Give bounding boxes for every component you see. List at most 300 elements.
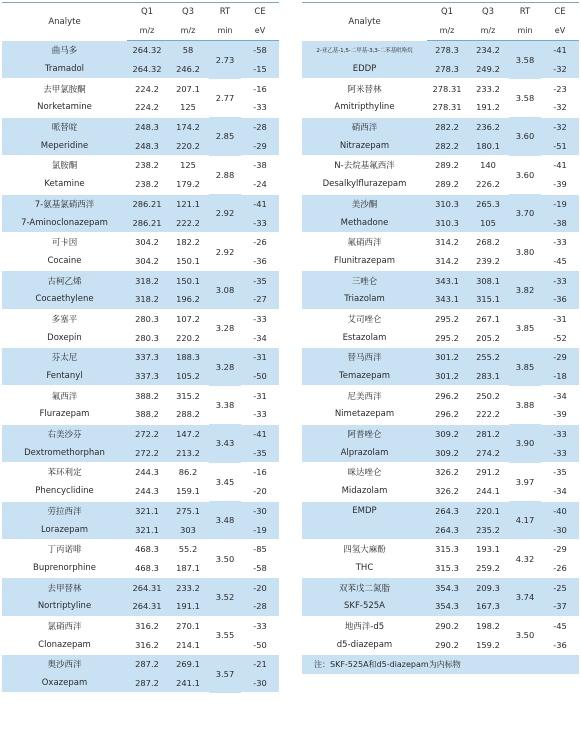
q1-cell: 286.21 <box>127 213 167 232</box>
ce-cell: -41 <box>241 424 279 443</box>
q1-cell: 287.2 <box>127 655 167 674</box>
analyte-cell: 尼美西泮 <box>347 391 382 402</box>
q1-cell: 289.2 <box>427 175 467 194</box>
ce-cell: -32 <box>541 60 579 79</box>
q3-cell: 233.2 <box>476 83 500 94</box>
analyte-cell: 氯硝西泮 <box>47 621 82 632</box>
q3-cell: 234.2 <box>467 41 509 60</box>
q3-unit: m/z <box>467 22 509 41</box>
table-row <box>2 386 279 405</box>
analyte-cell: Nitrazepam <box>302 136 427 155</box>
ce-cell: -31 <box>553 313 567 324</box>
analyte-cell: 阿普唑仑 <box>302 424 427 443</box>
analyte-cell: Lorazepam <box>2 520 127 539</box>
table-row <box>2 79 279 98</box>
q1-cell: 287.2 <box>127 674 167 693</box>
analyte-cell: 7-氨基氯硝西泮 <box>2 194 127 213</box>
analyte-cell: 氯胺酮 <box>51 161 78 172</box>
rt-cell: 2.85 <box>209 117 241 155</box>
ce-cell: -29 <box>541 348 579 367</box>
q3-cell: 209.3 <box>467 578 509 597</box>
q1-cell: 388.2 <box>135 390 159 401</box>
q3-cell: 188.3 <box>167 348 209 367</box>
table-row <box>2 616 279 635</box>
ce-cell: -41 <box>541 41 579 60</box>
q3-cell: 265.3 <box>467 194 509 213</box>
analyte-cell: 芬太尼 <box>2 348 127 367</box>
q3-cell: 268.2 <box>476 237 500 248</box>
rt-cell: 3.80 <box>515 246 535 257</box>
ce-cell: -19 <box>541 194 579 213</box>
ce-cell: -33 <box>241 405 279 424</box>
rt-cell: 2.92 <box>209 194 241 232</box>
left-mrm-table <box>2 2 279 693</box>
analyte-cell: 苯环利定 <box>47 468 82 479</box>
analyte-cell: Meperidine <box>2 136 127 155</box>
q3-cell: 241.1 <box>167 674 209 693</box>
ce-cell: -58 <box>241 41 279 60</box>
rt-cell: 4.17 <box>509 501 541 539</box>
ce-cell: -30 <box>541 520 579 539</box>
table-row <box>302 156 579 175</box>
q1-cell: 309.2 <box>427 424 467 443</box>
q1-cell: 388.2 <box>127 405 167 424</box>
ce-cell: -51 <box>541 136 579 155</box>
analyte-cell: 双苯戊二氮脂 <box>302 578 427 597</box>
analyte-cell: 美沙酮 <box>302 194 427 213</box>
ce-cell: -58 <box>241 559 279 578</box>
table-row <box>302 539 579 558</box>
ce-cell: -34 <box>541 482 579 501</box>
ce-cell: -15 <box>241 60 279 79</box>
ce-header: CE <box>241 3 279 22</box>
rt-header: RT <box>209 3 241 22</box>
ce-cell: -27 <box>241 290 279 309</box>
q3-header: Q3 <box>167 3 209 22</box>
q3-cell: 222.2 <box>167 213 209 232</box>
analyte-cell: 右美沙芬 <box>2 424 127 443</box>
rt-cell: 3.60 <box>515 169 535 180</box>
analyte-cell: 四氢大麻酚 <box>343 545 386 556</box>
q1-cell: 326.2 <box>435 467 459 478</box>
table-row <box>2 463 279 482</box>
ce-cell: -29 <box>241 136 279 155</box>
q1-cell: 238.2 <box>127 175 167 194</box>
q3-cell: 308.1 <box>467 271 509 290</box>
right-table-body <box>302 41 579 674</box>
table-row <box>2 348 279 367</box>
q1-cell: 301.2 <box>427 348 467 367</box>
q1-cell: 296.2 <box>435 390 459 401</box>
q3-cell: 244.1 <box>467 482 509 501</box>
q1-cell: 316.2 <box>135 620 159 631</box>
table-row <box>302 386 579 405</box>
rt-cell: 3.38 <box>215 400 235 411</box>
ce-cell: -38 <box>253 160 267 171</box>
q1-cell: 224.2 <box>135 83 159 94</box>
rt-cell: 2.73 <box>209 41 241 79</box>
rt-cell: 3.57 <box>209 655 241 693</box>
q1-cell: 264.32 <box>127 41 167 60</box>
rt-cell: 2.92 <box>215 246 235 257</box>
analyte-cell: Tramadol <box>2 60 127 79</box>
q3-cell: 233.2 <box>167 578 209 597</box>
rt-cell: 3.70 <box>509 194 541 232</box>
q3-cell: 239.2 <box>467 252 509 271</box>
q1-cell: 315.3 <box>435 544 459 555</box>
table-row <box>302 309 579 328</box>
ce-cell: -35 <box>241 443 279 462</box>
q3-cell: 174.2 <box>167 117 209 136</box>
q1-cell: 310.3 <box>427 194 467 213</box>
ce-cell: -35 <box>553 467 567 478</box>
ce-cell: -33 <box>541 443 579 462</box>
q1-cell: 318.2 <box>127 271 167 290</box>
table-row <box>302 41 579 60</box>
q1-cell: 468.3 <box>127 559 167 578</box>
q3-cell: 250.2 <box>476 390 500 401</box>
q3-cell: 187.1 <box>167 559 209 578</box>
q3-cell: 167.3 <box>467 597 509 616</box>
ce-cell: -33 <box>553 237 567 248</box>
analyte-cell: 2-亚乙基-1,5-二甲基-3,3-二苯基吡咯烷 <box>302 41 427 60</box>
q3-cell: 125 <box>167 98 209 117</box>
q3-cell: 315.1 <box>467 290 509 309</box>
q3-cell: 196.2 <box>167 290 209 309</box>
q3-cell: 55.2 <box>178 544 198 555</box>
q1-cell: 296.2 <box>427 405 467 424</box>
analyte-cell: Alprazolam <box>302 443 427 462</box>
rt-cell: 3.55 <box>215 630 235 641</box>
q3-unit: m/z <box>167 22 209 41</box>
rt-unit: min <box>209 22 241 41</box>
analyte-cell: Flurazepam <box>2 405 127 424</box>
ce-cell: -45 <box>553 620 567 631</box>
q3-cell: 291.2 <box>476 467 500 478</box>
rt-cell: 4.32 <box>515 553 535 564</box>
ce-cell: -36 <box>541 290 579 309</box>
rt-cell: 3.50 <box>515 630 535 641</box>
rt-cell: 3.82 <box>509 271 541 309</box>
ce-cell: -30 <box>241 501 279 520</box>
q3-cell: 180.1 <box>467 136 509 155</box>
analyte-cell: N-去烷基氟西泮 <box>334 161 395 172</box>
q3-cell: 222.2 <box>467 405 509 424</box>
analyte-cell: 阿米替林 <box>347 84 382 95</box>
q1-unit: m/z <box>127 22 167 41</box>
table-row <box>2 156 279 175</box>
ce-cell: -33 <box>241 98 279 117</box>
analyte-cell: Cocaine <box>2 252 127 271</box>
analyte-cell: 丁丙诺啡 <box>47 545 82 556</box>
rt-cell: 3.88 <box>515 400 535 411</box>
rt-cell: 3.97 <box>515 476 535 487</box>
analyte-cell: 哌替啶 <box>2 117 127 136</box>
ce-cell: -41 <box>553 160 567 171</box>
ce-cell: -37 <box>541 597 579 616</box>
q1-cell: 343.1 <box>427 271 467 290</box>
rt-unit: min <box>509 22 541 41</box>
q1-cell: 278.3 <box>427 60 467 79</box>
q1-cell: 337.3 <box>127 367 167 386</box>
q3-cell: 58 <box>167 41 209 60</box>
q3-cell: 159.2 <box>467 635 509 654</box>
rt-cell: 2.77 <box>215 93 235 104</box>
analyte-cell: 奥沙西泮 <box>2 655 127 674</box>
ce-cell: -39 <box>541 175 579 194</box>
q3-cell: 179.2 <box>167 175 209 194</box>
rt-cell: 3.52 <box>209 578 241 616</box>
analyte-cell: Triazolam <box>302 290 427 309</box>
table-row <box>2 232 279 251</box>
table-row <box>302 194 579 213</box>
table-row <box>2 194 279 213</box>
q3-cell: 255.2 <box>467 348 509 367</box>
q3-cell: 269.1 <box>167 655 209 674</box>
ce-unit: eV <box>241 22 279 41</box>
q3-cell: 105.2 <box>167 367 209 386</box>
q1-cell: 321.1 <box>127 501 167 520</box>
rt-cell: 3.43 <box>209 424 241 462</box>
q3-cell: 303 <box>167 520 209 539</box>
q3-cell: 246.2 <box>167 60 209 79</box>
q3-cell: 259.2 <box>467 559 509 578</box>
table-row <box>302 463 579 482</box>
q1-cell: 248.3 <box>127 136 167 155</box>
left-table-body <box>2 41 279 693</box>
ce-cell: -26 <box>541 559 579 578</box>
analyte-cell: 硝西泮 <box>302 117 427 136</box>
q3-cell: 267.1 <box>476 313 500 324</box>
q1-unit: m/z <box>427 22 467 41</box>
q3-cell: 121.1 <box>167 194 209 213</box>
q1-cell: 315.3 <box>427 559 467 578</box>
q3-cell: 150.1 <box>167 252 209 271</box>
analyte-cell <box>302 520 427 539</box>
q1-cell: 289.2 <box>435 160 459 171</box>
ce-cell: -20 <box>241 482 279 501</box>
q1-cell: 304.2 <box>135 237 159 248</box>
q3-cell: 213.2 <box>167 443 209 462</box>
analyte-cell: SKF-525A <box>302 597 427 616</box>
q1-cell: 326.2 <box>427 482 467 501</box>
q1-cell: 272.2 <box>127 424 167 443</box>
analyte-cell: Desalkylflurazepam <box>302 175 427 194</box>
rt-cell: 3.85 <box>509 348 541 386</box>
ce-cell: -36 <box>541 635 579 654</box>
q1-cell: 264.3 <box>427 501 467 520</box>
footnote: 注：SKF-525A和d5-diazepam为内标物 <box>302 655 579 674</box>
q1-cell: 280.3 <box>135 313 159 324</box>
analyte-cell: 去甲替林 <box>2 578 127 597</box>
analyte-cell: 氟西泮 <box>51 391 78 402</box>
q1-cell: 264.31 <box>127 578 167 597</box>
ce-cell: -50 <box>241 367 279 386</box>
ce-header: CE <box>541 3 579 22</box>
rt-cell: 3.58 <box>515 93 535 104</box>
analyte-cell: Clonazepam <box>2 635 127 654</box>
q3-cell: 226.2 <box>467 175 509 194</box>
q1-cell: 264.32 <box>127 60 167 79</box>
analyte-cell: 7-Aminoclonazepam <box>2 213 127 232</box>
table-row <box>2 655 279 674</box>
ce-cell: -36 <box>241 252 279 271</box>
q1-cell: 290.2 <box>435 620 459 631</box>
q1-cell: 343.1 <box>427 290 467 309</box>
rt-cell: 3.50 <box>215 553 235 564</box>
table-row <box>2 41 279 60</box>
ce-cell: -28 <box>241 597 279 616</box>
table-row <box>302 348 579 367</box>
q3-cell: 150.1 <box>167 271 209 290</box>
analyte-cell: 三唑仑 <box>302 271 427 290</box>
header-row <box>302 3 579 22</box>
q1-cell: 295.2 <box>427 328 467 347</box>
q3-cell: 207.1 <box>176 83 200 94</box>
table-row <box>2 271 279 290</box>
ce-cell: -39 <box>541 405 579 424</box>
ce-cell: -40 <box>541 501 579 520</box>
ce-cell: -41 <box>241 194 279 213</box>
q1-cell: 278.3 <box>427 41 467 60</box>
analyte-cell: Methadone <box>302 213 427 232</box>
q3-cell: 140 <box>480 160 496 171</box>
analyte-cell: d5-diazepam <box>302 635 427 654</box>
analyte-cell: Dextromethorphan <box>2 443 127 462</box>
q3-cell: 235.2 <box>467 520 509 539</box>
q3-cell: 315.2 <box>176 390 200 401</box>
ce-cell: -45 <box>541 252 579 271</box>
q3-cell: 193.1 <box>476 544 500 555</box>
q3-cell: 236.2 <box>467 117 509 136</box>
q3-cell: 275.1 <box>167 501 209 520</box>
rt-cell: 3.90 <box>509 424 541 462</box>
footnote-row <box>302 655 579 674</box>
table-row <box>302 271 579 290</box>
ce-cell: -23 <box>553 83 567 94</box>
rt-header: RT <box>509 3 541 22</box>
rt-cell: 3.58 <box>509 41 541 79</box>
q3-cell: 86.2 <box>178 467 198 478</box>
rt-cell: 3.85 <box>515 323 535 334</box>
table-row <box>2 117 279 136</box>
q1-cell: 248.3 <box>127 117 167 136</box>
q1-cell: 354.3 <box>427 578 467 597</box>
analyte-cell: 劳拉西泮 <box>2 501 127 520</box>
analyte-cell: Nortriptyline <box>2 597 127 616</box>
q1-cell: 354.3 <box>427 597 467 616</box>
q3-header: Q3 <box>467 3 509 22</box>
analyte-cell: Temazepam <box>302 367 427 386</box>
table-row <box>2 578 279 597</box>
rt-cell: 2.88 <box>215 169 235 180</box>
ce-cell: -24 <box>241 175 279 194</box>
ce-cell: -38 <box>541 213 579 232</box>
analyte-cell: 咪达唑仑 <box>347 468 382 479</box>
analyte-cell: Midazolam <box>302 482 427 501</box>
ce-cell: -16 <box>253 467 267 478</box>
ce-cell: -31 <box>253 390 267 401</box>
q3-cell: 191.2 <box>467 98 509 117</box>
analyte-cell: EDDP <box>302 60 427 79</box>
ce-cell: -26 <box>253 237 267 248</box>
table-row <box>2 501 279 520</box>
header-row <box>2 3 279 22</box>
q1-cell: 314.2 <box>435 237 459 248</box>
q1-cell: 316.2 <box>127 635 167 654</box>
q1-cell: 282.2 <box>427 117 467 136</box>
ce-cell: -33 <box>541 271 579 290</box>
q1-cell: 264.31 <box>127 597 167 616</box>
analyte-cell: 艾司唑仑 <box>347 314 382 325</box>
table-row <box>302 117 579 136</box>
ce-cell: -20 <box>241 578 279 597</box>
table-row <box>302 232 579 251</box>
table-row <box>302 79 579 98</box>
q1-cell: 286.21 <box>127 194 167 213</box>
table-row <box>302 424 579 443</box>
q1-cell: 318.2 <box>127 290 167 309</box>
rt-cell: 3.48 <box>209 501 241 539</box>
analyte-cell: Oxazepam <box>2 674 127 693</box>
analyte-header: Analyte <box>302 3 427 41</box>
q3-cell: 159.1 <box>167 482 209 501</box>
q1-cell: 468.3 <box>135 544 159 555</box>
table-row <box>302 616 579 635</box>
analyte-cell: 可卡因 <box>51 238 78 249</box>
q3-cell: 147.2 <box>167 424 209 443</box>
ce-cell: -29 <box>553 544 567 555</box>
q3-cell: 205.2 <box>467 328 509 347</box>
q1-cell: 238.2 <box>135 160 159 171</box>
table-row <box>2 309 279 328</box>
ce-cell: -33 <box>253 313 267 324</box>
q3-cell: 220.2 <box>167 136 209 155</box>
ce-cell: -50 <box>241 635 279 654</box>
rt-cell: 3.28 <box>215 323 235 334</box>
q3-cell: 198.2 <box>476 620 500 631</box>
table-row <box>2 539 279 558</box>
q1-cell: 280.3 <box>127 328 167 347</box>
q1-cell: 314.2 <box>427 252 467 271</box>
ce-cell: -52 <box>541 328 579 347</box>
table-row <box>302 501 579 520</box>
rt-cell: 3.74 <box>509 578 541 616</box>
analyte-cell: EMDP <box>302 501 427 520</box>
q1-cell: 321.1 <box>127 520 167 539</box>
q1-cell: 244.3 <box>135 467 159 478</box>
ce-cell: -85 <box>253 544 267 555</box>
analyte-cell: Buprenorphine <box>2 559 127 578</box>
analyte-cell: Nimetazepam <box>302 405 427 424</box>
analyte-cell: Doxepin <box>2 328 127 347</box>
q1-cell: 304.2 <box>127 252 167 271</box>
analyte-cell: 曲马多 <box>2 41 127 60</box>
q1-header: Q1 <box>427 3 467 22</box>
analyte-cell: 多塞平 <box>51 314 78 325</box>
analyte-cell: Estazolam <box>302 328 427 347</box>
ce-cell: -28 <box>241 117 279 136</box>
ce-cell: -33 <box>541 424 579 443</box>
q3-cell: 249.2 <box>467 60 509 79</box>
q3-cell: 283.1 <box>467 367 509 386</box>
table-row <box>2 424 279 443</box>
analyte-cell: Ketamine <box>2 175 127 194</box>
ce-cell: -19 <box>241 520 279 539</box>
analyte-cell: 去甲氯胺酮 <box>43 84 86 95</box>
analyte-cell: 地西泮-d5 <box>344 621 385 632</box>
analyte-cell: Fentanyl <box>2 367 127 386</box>
